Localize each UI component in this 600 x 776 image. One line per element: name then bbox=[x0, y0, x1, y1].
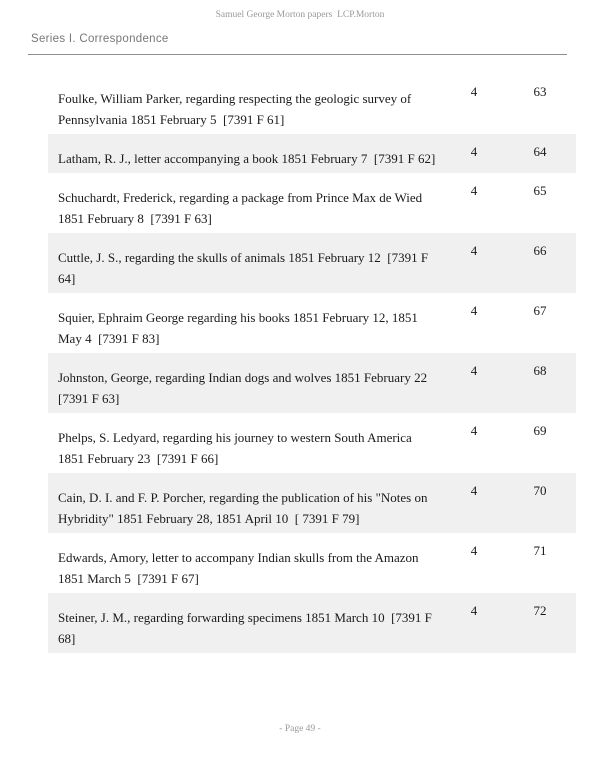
table-row bbox=[48, 473, 576, 533]
entry-folder-number: 66 bbox=[533, 243, 547, 258]
table-row bbox=[48, 413, 576, 473]
series-heading-bar bbox=[28, 29, 567, 55]
entry-description: Steiner, J. M., regarding forwarding specimens 1851 March 10 [7391 F 68] bbox=[58, 610, 432, 646]
entry-box-number: 4 bbox=[470, 543, 478, 558]
entry-box-number: 4 bbox=[470, 183, 478, 198]
entry-box-number: 4 bbox=[470, 603, 478, 618]
table-row bbox=[48, 593, 576, 653]
entry-folder-number: 70 bbox=[533, 483, 547, 498]
entry-description: Phelps, S. Ledyard, regarding his journey to western South America 1851 February 23 [7391 F 66] bbox=[58, 430, 412, 466]
entry-description: Cain, D. I. and F. P. Porcher, regarding the publication of his "Notes on Hybridity" 1851 February 28, 1851 April 10 [ 7391 F 79] bbox=[58, 490, 428, 526]
page-number: - Page 49 - bbox=[279, 724, 321, 734]
entry-box-number: 4 bbox=[470, 303, 478, 318]
entry-folder-number: 65 bbox=[533, 183, 547, 198]
entry-description: Edwards, Amory, letter to accompany Indian skulls from the Amazon 1851 March 5 [7391 F 67] bbox=[58, 550, 419, 586]
entry-folder-number: 69 bbox=[533, 423, 547, 438]
correspondence-table bbox=[48, 74, 576, 653]
entry-description: Foulke, William Parker, regarding respecting the geologic survey of Pennsylvania 1851 February 5 [7391 F 61] bbox=[58, 91, 412, 127]
series-heading: Series I. Correspondence bbox=[31, 33, 169, 45]
correspondence-table-body bbox=[48, 74, 576, 653]
table-row bbox=[48, 134, 576, 173]
entry-description: Squier, Ephraim George regarding his books 1851 February 12, 1851 May 4 [7391 F 83] bbox=[58, 310, 418, 346]
entry-description: Schuchardt, Frederick, regarding a package from Prince Max de Wied 1851 February 8 [7391 F 63] bbox=[58, 190, 423, 226]
entry-folder-number: 71 bbox=[533, 543, 547, 558]
table-row bbox=[48, 353, 576, 413]
entry-folder-number: 68 bbox=[533, 363, 547, 378]
entry-description: Latham, R. J., letter accompanying a book 1851 February 7 [7391 F 62] bbox=[58, 151, 436, 166]
document-title: Samuel George Morton papers LCP.Morton bbox=[215, 10, 385, 20]
entry-folder-number: 67 bbox=[533, 303, 547, 318]
entry-folder-number: 72 bbox=[533, 603, 547, 618]
table-row bbox=[48, 173, 576, 233]
entry-box-number: 4 bbox=[470, 363, 478, 378]
entry-folder-number: 64 bbox=[533, 144, 547, 159]
table-row bbox=[48, 533, 576, 593]
table-row bbox=[48, 233, 576, 293]
entry-folder-number: 63 bbox=[533, 84, 547, 99]
entry-description: Johnston, George, regarding Indian dogs and wolves 1851 February 22 [7391 F 63] bbox=[58, 370, 431, 406]
entry-description: Cuttle, J. S., regarding the skulls of animals 1851 February 12 [7391 F 64] bbox=[58, 250, 429, 286]
entry-box-number: 4 bbox=[470, 423, 478, 438]
entry-box-number: 4 bbox=[470, 243, 478, 258]
table-row bbox=[48, 293, 576, 353]
table-row bbox=[48, 74, 576, 134]
entry-box-number: 4 bbox=[470, 84, 478, 99]
entry-box-number: 4 bbox=[470, 144, 478, 159]
entry-box-number: 4 bbox=[470, 483, 478, 498]
